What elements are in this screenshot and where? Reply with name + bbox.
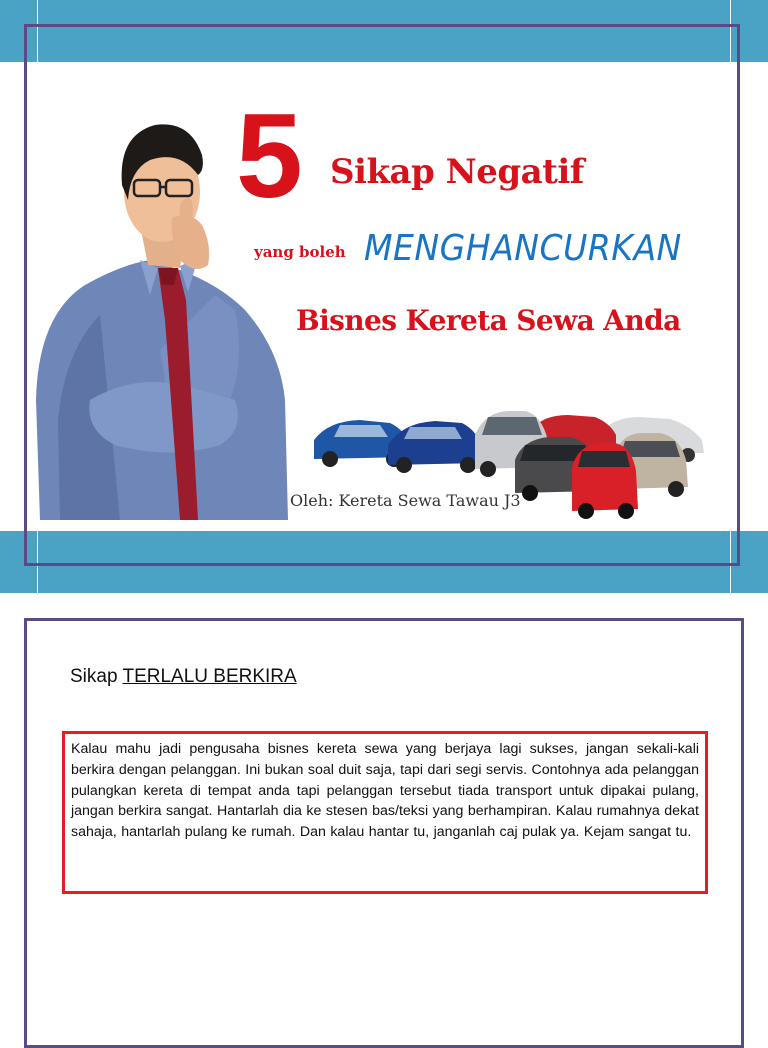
section-paragraph: Kalau mahu jadi pengusaha bisnes kereta sewa yang berjaya lagi sukses, jangan sekali-kali berkira dengan pelanggan. Ini bukan soal duit saja, tapi dari segi servis. Contohnya ada pelanggan pulangkan kereta di tempat anda tapi pelanggan tersebut tiada transport untuk dipakai pulang, jangan berkira sangat. Hantarlah dia ke stesen bas/teksi yang berhampiran. Kalau rumahnya dekat sahaja, hantarlah pulang ke rumah. Dan kalau hantar tu, janganlah caj pulak ya. Kejam sangat tu. (71, 741, 699, 841)
cover-number: 5 (236, 89, 303, 223)
highlight-box (62, 731, 708, 894)
cover-title-line1: Sikap Negatif (330, 152, 584, 192)
cover-title-highlight: MENGHANCURKAN (364, 228, 682, 269)
cover-title-small: yang boleh (254, 243, 346, 261)
band-divider (730, 0, 731, 62)
top-color-band (0, 0, 768, 62)
bottom-color-band (0, 531, 768, 593)
band-divider (37, 0, 38, 62)
car-red-front (572, 443, 638, 519)
section-heading-prefix: Sikap (70, 666, 123, 687)
cover-title-line3: Bisnes Kereta Sewa Anda (296, 304, 681, 337)
cover-byline: Oleh: Kereta Sewa Tawau J3 (290, 491, 521, 510)
car-blue-second (388, 421, 482, 473)
section-heading-underlined: TERLALU BERKIRA (122, 666, 297, 687)
section-heading (70, 666, 297, 688)
